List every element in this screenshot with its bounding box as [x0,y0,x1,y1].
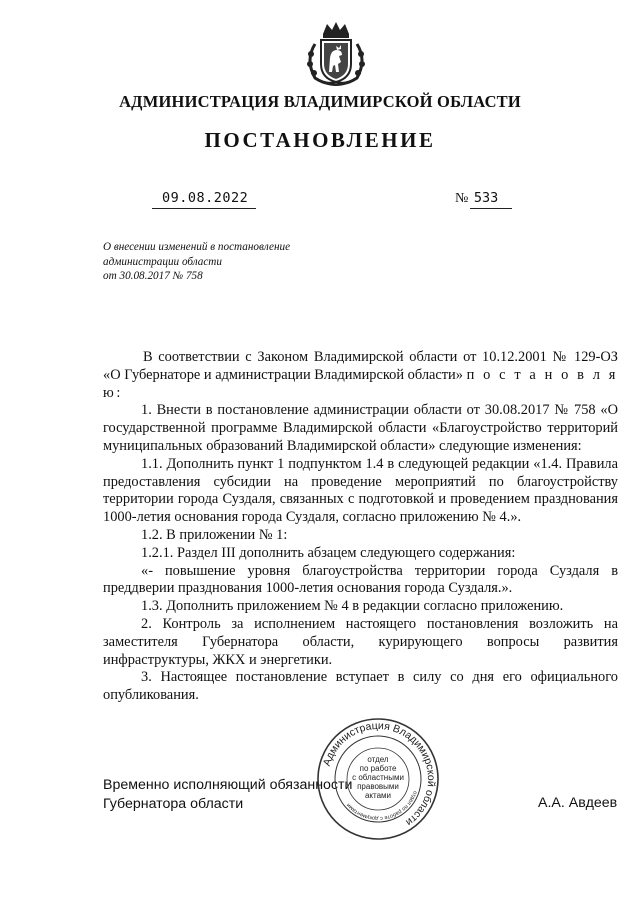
document-subject [103,240,363,284]
subject-line: от 30.08.2017 № 758 [103,270,203,282]
intro-text: В соответствии с Законом Владимирской области от 10.12.2001 № 129-ОЗ «О Губернаторе и администрации Владимирской области» [103,349,618,383]
number-value: 533 [473,190,499,206]
date-underline [152,208,256,209]
document-date: 09.08.2022 [162,190,249,206]
subject-line: администрации области [103,255,222,268]
stamp-inner-ring-text: отдел по работе с документами [345,790,418,822]
body-paragraph-3: 3. Настоящее постановление вступает в силу со дня его официального опубликования. [103,669,618,704]
body-paragraph-2: 2. Контроль за исполнением настоящего постановления возложить на заместителя Губернатора области, курирующего вопросы развития инфраструктуры, ЖКХ и энергетики. [103,615,618,668]
document-body [103,349,618,705]
official-stamp [315,716,441,842]
body-paragraph-1-3: 1.3. Дополнить приложением № 4 в редакции согласно приложению. [141,598,564,615]
stamp-center-line: по работе [359,764,397,773]
organization-name: АДМИНИСТРАЦИЯ ВЛАДИМИРСКОЙ ОБЛАСТИ [119,92,521,111]
stamp-center-line: актами [364,791,392,800]
body-paragraph-1-1: 1.1. Дополнить пункт 1 подпунктом 1.4 в следующей редакции «1.4. Правила предоставления субсидии на проведение мероприятий по благоустройству территории города Суздаля, связанных с подготовкой и проведением празднования 1000-летия основания города Суздаля, согласно приложению № 4.». [103,455,618,526]
body-paragraph-1: 1. Внести в постановление администрации области от 30.08.2017 № 758 «О государственной программе Владимирской области «Благоустройство территорий муниципальных образований Владимирской области» следующие изменения: [103,402,618,454]
body-paragraph-intro [103,349,618,402]
resolve-word: п о с т а н о в л я ю: [103,366,619,401]
signatory-title-line: Губернатора области [103,796,244,812]
stamp-center-line: отдел [367,755,389,764]
coat-of-arms-emblem [301,20,371,88]
document-number [455,190,498,207]
stamp-center-line: правовыми [357,782,399,791]
subject-line: О внесении изменений в постановление [103,241,291,253]
number-label: № [455,191,469,206]
body-paragraph-1-2-1: 1.2.1. Раздел III дополнить абзацем следующего содержания: [141,544,516,561]
number-underline [470,208,512,209]
stamp-ring-text: Администрация Владимирской области [320,719,438,829]
body-paragraph-1-2: 1.2. В приложении № 1: [141,526,288,543]
body-paragraph-quote: «- повышение уровня благоустройства территории города Суздаля в преддверии празднования 1000-летия основания города Суздаля.». [103,562,618,597]
signatory-title-line: Временно исполняющий обязанности [103,777,353,793]
document-type-title: ПОСТАНОВЛЕНИЕ [204,128,436,152]
signatory-name: А.А. Авдеев [538,795,618,811]
stamp-center-line: с областными [352,773,404,782]
